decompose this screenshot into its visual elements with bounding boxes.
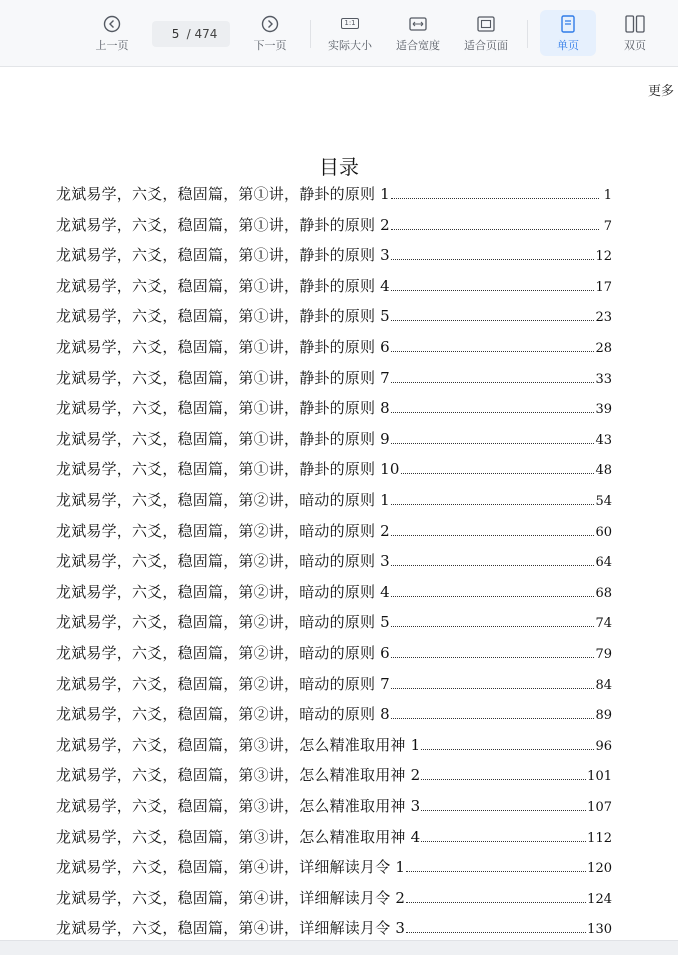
toc-leader-dots bbox=[401, 473, 595, 474]
toc-entry[interactable] bbox=[56, 305, 612, 327]
toolbar-divider bbox=[527, 20, 528, 48]
double-page-label: 双页 bbox=[624, 38, 646, 52]
toc-entry[interactable] bbox=[56, 764, 612, 786]
toc-entry[interactable] bbox=[56, 244, 612, 266]
toc-entry-title: 龙斌易学，六爻，稳固篇，第②讲，暗动的原则 4 bbox=[56, 582, 390, 601]
toc-entry[interactable] bbox=[56, 397, 612, 419]
toc-entry-page: 107 bbox=[587, 800, 612, 815]
toc-entry-page: 17 bbox=[595, 279, 612, 295]
toc-leader-dots bbox=[421, 749, 594, 750]
single-page-button[interactable] bbox=[540, 10, 596, 56]
single-page-label: 单页 bbox=[557, 38, 579, 52]
toc-entry-title: 龙斌易学，六爻，稳固篇，第②讲，暗动的原则 3 bbox=[56, 552, 390, 571]
next-page-label: 下一页 bbox=[253, 38, 287, 52]
toc-entry-title: 龙斌易学，六爻，稳固篇，第④讲，详细解读月令 2 bbox=[56, 888, 406, 907]
toc-entry-page: 101 bbox=[587, 769, 612, 785]
fit-page-icon bbox=[477, 14, 495, 34]
toc-entry[interactable] bbox=[56, 642, 612, 664]
toc-leader-dots bbox=[391, 443, 595, 444]
toolbar-divider bbox=[310, 20, 311, 48]
toc-entry[interactable] bbox=[56, 520, 612, 542]
toc-leader-dots bbox=[421, 779, 586, 780]
fit-width-icon bbox=[409, 14, 427, 34]
toc-entry-page: 33 bbox=[595, 371, 612, 387]
toc-entry-title: 龙斌易学，六爻，稳固篇，第③讲，怎么精准取用神 2 bbox=[56, 766, 421, 785]
toc-entry-title: 龙斌易学，六爻，稳固篇，第①讲，静卦的原则 4 bbox=[56, 276, 390, 295]
toc-entry[interactable] bbox=[56, 917, 612, 939]
toc-leader-dots bbox=[391, 657, 595, 658]
toc-leader-dots bbox=[391, 290, 595, 291]
actual-size-label: 实际大小 bbox=[328, 38, 372, 52]
toc-entry-page: 79 bbox=[595, 647, 612, 662]
toc-entry-page: 54 bbox=[595, 494, 612, 509]
chevron-left-circle-icon bbox=[103, 14, 121, 34]
toc-leader-dots bbox=[391, 596, 595, 597]
toc-entry-title: 龙斌易学，六爻，稳固篇，第①讲，静卦的原则 6 bbox=[56, 338, 390, 356]
toc-entry-page: 7 bbox=[603, 218, 612, 234]
toc-entry[interactable] bbox=[56, 887, 612, 909]
fit-page-label: 适合页面 bbox=[464, 38, 508, 52]
toc-entry-page: 28 bbox=[595, 341, 612, 356]
toc-entry[interactable] bbox=[56, 826, 612, 848]
toc-entry-title: 龙斌易学，六爻，稳固篇，第①讲，静卦的原则 8 bbox=[56, 399, 390, 418]
toc-entry-title: 龙斌易学，六爻，稳固篇，第②讲，暗动的原则 5 bbox=[56, 613, 390, 632]
prev-page-button[interactable] bbox=[92, 10, 132, 56]
next-page-button[interactable] bbox=[250, 10, 290, 56]
toc-entry-page: 12 bbox=[595, 249, 612, 265]
toc-entry-title: 龙斌易学，六爻，稳固篇，第③讲，怎么精准取用神 1 bbox=[56, 735, 421, 754]
toc-entry[interactable] bbox=[56, 428, 612, 450]
toc-entry-title: 龙斌易学，六爻，稳固篇，第②讲，暗动的原则 8 bbox=[56, 705, 390, 724]
toc-entry-title: 龙斌易学，六爻，稳固篇，第④讲，详细解读月令 3 bbox=[56, 919, 406, 938]
double-page-button[interactable] bbox=[612, 10, 658, 56]
toc-leader-dots bbox=[391, 626, 595, 627]
toc-entry-page: 64 bbox=[595, 555, 612, 571]
fit-page-button[interactable] bbox=[460, 10, 512, 56]
bottom-scroll-area[interactable] bbox=[0, 940, 678, 955]
toc-entry-page: 60 bbox=[595, 524, 612, 540]
actual-size-icon-text: 1:1 bbox=[341, 18, 358, 29]
toc-entry-page: 1 bbox=[603, 188, 612, 203]
toc-entry-page: 124 bbox=[587, 891, 612, 907]
toc-entry-page: 68 bbox=[595, 585, 612, 601]
toc-entry-title: 龙斌易学，六爻，稳固篇，第③讲，怎么精准取用神 3 bbox=[56, 797, 421, 815]
toc-leader-dots bbox=[391, 229, 599, 230]
toc-leader-dots bbox=[391, 535, 595, 536]
prev-page-label: 上一页 bbox=[95, 38, 129, 52]
toc-entry-page: 130 bbox=[587, 922, 612, 938]
toc-leader-dots bbox=[406, 932, 586, 933]
toc-entry-title: 龙斌易学，六爻，稳固篇，第①讲，静卦的原则 5 bbox=[56, 307, 390, 326]
toc-leader-dots bbox=[421, 810, 586, 811]
toc-leader-dots bbox=[391, 198, 599, 199]
toc-entry-title: 龙斌易学，六爻，稳固篇，第①讲，静卦的原则 7 bbox=[56, 368, 390, 387]
toc-entry[interactable] bbox=[56, 458, 612, 480]
toc-entry-title: 龙斌易学，六爻，稳固篇，第①讲，静卦的原则 10 bbox=[56, 460, 400, 479]
toc-title: 目录 bbox=[319, 155, 359, 179]
toc-entry[interactable] bbox=[56, 275, 612, 297]
toc-leader-dots bbox=[406, 902, 586, 903]
toc-entry-title: 龙斌易学，六爻，稳固篇，第②讲，暗动的原则 7 bbox=[56, 674, 390, 693]
more-button[interactable]: 更多 bbox=[648, 84, 675, 99]
toc-leader-dots bbox=[391, 565, 595, 566]
toc-entry-page: 112 bbox=[587, 830, 612, 846]
toc-entry-page: 39 bbox=[595, 402, 612, 418]
fit-width-button[interactable] bbox=[392, 10, 444, 56]
toc-leader-dots bbox=[391, 412, 595, 413]
toc-entry[interactable] bbox=[56, 489, 612, 511]
page-indicator bbox=[152, 21, 230, 47]
toc-entry-page: 89 bbox=[595, 708, 612, 724]
toc-entry-page: 74 bbox=[595, 616, 612, 632]
toc-entry-title: 龙斌易学，六爻，稳固篇，第①讲，静卦的原则 3 bbox=[56, 246, 390, 265]
toc-leader-dots bbox=[406, 871, 586, 872]
toc-entry-title: 龙斌易学，六爻，稳固篇，第②讲，暗动的原则 1 bbox=[56, 491, 390, 509]
fit-width-label: 适合宽度 bbox=[396, 38, 440, 52]
toc-entry[interactable] bbox=[56, 611, 612, 633]
toc-entry[interactable] bbox=[56, 856, 612, 878]
toc-entry[interactable] bbox=[56, 703, 612, 725]
toc-entry[interactable] bbox=[56, 550, 612, 572]
toc-entry[interactable] bbox=[56, 336, 612, 358]
toc-leader-dots bbox=[391, 688, 595, 689]
toc-entry[interactable] bbox=[56, 183, 612, 205]
toc-leader-dots bbox=[391, 351, 595, 352]
toc-entry-page: 43 bbox=[595, 432, 612, 448]
double-page-icon bbox=[625, 14, 645, 34]
toc-entry-page: 120 bbox=[587, 861, 612, 877]
toc-entry-title: 龙斌易学，六爻，稳固篇，第④讲，详细解读月令 1 bbox=[56, 858, 406, 877]
toc-entry-page: 96 bbox=[595, 738, 612, 754]
viewer-toolbar bbox=[0, 0, 678, 67]
toc-leader-dots bbox=[391, 382, 595, 383]
total-pages: / 474 bbox=[186, 27, 218, 41]
toc-entry-page: 23 bbox=[595, 310, 612, 326]
toc-entry[interactable] bbox=[56, 795, 612, 817]
page-number-input[interactable] bbox=[165, 27, 187, 41]
toc-entry[interactable] bbox=[56, 734, 612, 756]
actual-size-icon bbox=[341, 14, 358, 34]
toc-entry-title: 龙斌易学，六爻，稳固篇，第①讲，静卦的原则 9 bbox=[56, 429, 390, 448]
single-page-icon bbox=[561, 14, 575, 34]
toc-leader-dots bbox=[421, 841, 586, 842]
toc-entry[interactable] bbox=[56, 214, 612, 236]
toc-entry-title: 龙斌易学，六爻，稳固篇，第①讲，静卦的原则 1 bbox=[56, 185, 390, 203]
toc-leader-dots bbox=[391, 718, 595, 719]
toc-entry-title: 龙斌易学，六爻，稳固篇，第①讲，静卦的原则 2 bbox=[56, 215, 390, 234]
toc-entry[interactable] bbox=[56, 581, 612, 603]
toc-leader-dots bbox=[391, 259, 595, 260]
toc-entry-title: 龙斌易学，六爻，稳固篇，第②讲，暗动的原则 2 bbox=[56, 521, 390, 540]
toc-entry-title: 龙斌易学，六爻，稳固篇，第③讲，怎么精准取用神 4 bbox=[56, 827, 421, 846]
toc-leader-dots bbox=[391, 504, 595, 505]
toc-entry[interactable] bbox=[56, 673, 612, 695]
toc-leader-dots bbox=[391, 320, 595, 321]
toc-entry-page: 84 bbox=[595, 677, 612, 693]
toc-entry[interactable] bbox=[56, 367, 612, 389]
chevron-right-circle-icon bbox=[261, 14, 279, 34]
actual-size-button[interactable] bbox=[324, 10, 376, 56]
toc-entry-page: 48 bbox=[595, 463, 612, 479]
toc-entry-title: 龙斌易学，六爻，稳固篇，第②讲，暗动的原则 6 bbox=[56, 644, 390, 662]
